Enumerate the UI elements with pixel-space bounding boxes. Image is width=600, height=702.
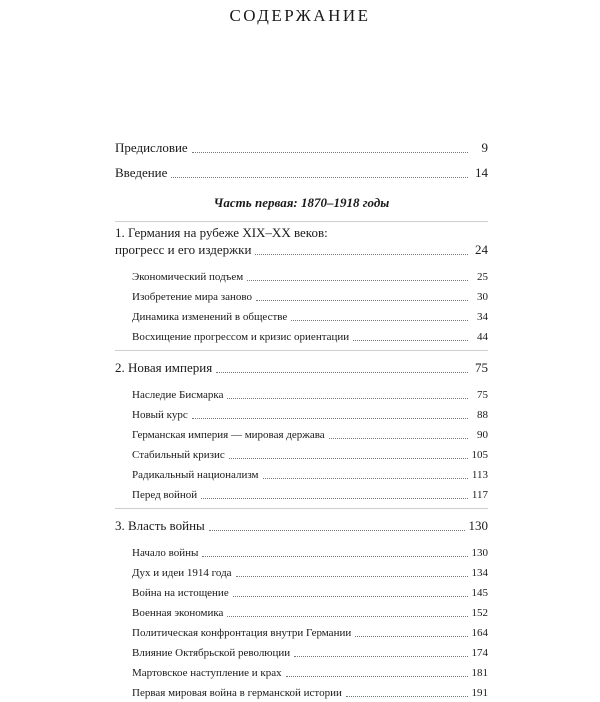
section-page: 181 xyxy=(471,667,488,679)
toc-section[interactable] xyxy=(115,560,488,580)
section-page: 117 xyxy=(471,489,488,501)
chapter-title-line2: прогресс и его издержки xyxy=(115,242,252,257)
dot-leader xyxy=(329,437,468,439)
section-label: Перед войной xyxy=(132,489,198,501)
toc-section[interactable] xyxy=(115,442,488,462)
dot-leader xyxy=(227,615,467,617)
section-label: Новый курс xyxy=(132,409,188,421)
section-page: 25 xyxy=(477,271,488,283)
section-label: Политическая конфронтация внутри Германии xyxy=(132,627,352,639)
section-label: Влияние Октябрьской революции xyxy=(132,647,291,659)
toc-section[interactable] xyxy=(115,422,488,442)
dot-leader xyxy=(255,253,468,255)
dot-leader xyxy=(202,555,467,557)
section-label: Военная экономика xyxy=(132,607,224,619)
section-page: 30 xyxy=(477,291,488,303)
dot-leader xyxy=(229,457,468,459)
section-page: 113 xyxy=(471,469,488,481)
section-page: 44 xyxy=(477,331,488,343)
toc-entry-page: 14 xyxy=(475,165,488,180)
toc-section[interactable] xyxy=(115,580,488,600)
dot-leader xyxy=(201,497,468,499)
section-page: 152 xyxy=(471,607,488,619)
dot-leader xyxy=(263,477,468,479)
table-of-contents xyxy=(115,131,488,702)
dot-leader xyxy=(171,176,468,178)
dot-leader xyxy=(353,339,468,341)
chapter-1 xyxy=(115,222,488,344)
section-label: Начало войны xyxy=(132,547,199,559)
dot-leader xyxy=(192,151,468,153)
section-page: 130 xyxy=(471,547,488,559)
dot-leader xyxy=(346,695,468,697)
section-label: Дух и идеи 1914 года xyxy=(132,567,232,579)
section-page: 105 xyxy=(471,449,488,461)
dot-leader xyxy=(256,299,468,301)
dot-leader xyxy=(286,675,468,677)
toc-section[interactable] xyxy=(115,462,488,482)
section-page: 88 xyxy=(477,409,488,421)
section-label: Экономический подъем xyxy=(132,271,244,283)
section-page: 75 xyxy=(477,389,488,401)
chapter-page: 75 xyxy=(475,360,488,375)
toc-entry-page: 9 xyxy=(481,140,488,155)
dot-leader xyxy=(216,371,468,373)
dot-leader xyxy=(247,279,468,281)
chapter-title: 3. Власть войны xyxy=(115,518,205,533)
section-page: 90 xyxy=(477,429,488,441)
section-page: 134 xyxy=(471,567,488,579)
section-label: Изобретение мира заново xyxy=(132,291,253,303)
section-label: Динамика изменений в обществе xyxy=(132,311,288,323)
chapter-title-entry[interactable] xyxy=(115,240,488,258)
toc-section[interactable] xyxy=(115,640,488,660)
toc-entry-introduction[interactable] xyxy=(115,156,488,181)
chapter-title-entry[interactable] xyxy=(115,351,488,376)
dot-leader xyxy=(227,397,468,399)
section-label: Германская империя — мировая держава xyxy=(132,429,325,441)
section-label: Радикальный национализм xyxy=(132,469,259,481)
toc-entry-preface[interactable] xyxy=(115,131,488,156)
toc-section[interactable] xyxy=(115,540,488,560)
section-label: Стабильный кризис xyxy=(132,449,225,461)
page-title: СОДЕРЖАНИЕ xyxy=(229,6,371,25)
section-label: Первая мировая война в германской истории xyxy=(132,687,342,699)
dot-leader xyxy=(294,655,467,657)
chapter-page: 24 xyxy=(475,242,488,257)
chapter-2 xyxy=(115,351,488,502)
section-label: Восхищение прогрессом и кризис ориентации xyxy=(132,331,350,343)
section-label: Война на истощение xyxy=(132,587,229,599)
dot-leader xyxy=(236,575,468,577)
section-page: 34 xyxy=(477,311,488,323)
toc-section[interactable] xyxy=(115,680,488,700)
dot-leader xyxy=(233,595,468,597)
chapter-title[interactable]: 1. Германия на рубеже XIX–XX веков: xyxy=(115,225,328,240)
chapter-title-entry[interactable] xyxy=(115,509,488,534)
section-page: 174 xyxy=(471,647,488,659)
toc-section[interactable] xyxy=(115,304,488,324)
toc-section[interactable] xyxy=(115,482,488,502)
chapter-title: 2. Новая империя xyxy=(115,360,213,375)
toc-section[interactable] xyxy=(115,660,488,680)
toc-section[interactable] xyxy=(115,264,488,284)
toc-entry-label: Введение xyxy=(115,165,168,180)
section-page: 191 xyxy=(471,687,488,699)
toc-section[interactable] xyxy=(115,382,488,402)
toc-section[interactable] xyxy=(115,402,488,422)
dot-leader xyxy=(192,417,468,419)
dot-leader xyxy=(291,319,468,321)
toc-section[interactable] xyxy=(115,620,488,640)
toc-section[interactable] xyxy=(115,600,488,620)
part-heading: Часть первая: 1870–1918 годы xyxy=(213,195,390,210)
section-label: Наследие Бисмарка xyxy=(132,389,224,401)
toc-entry-label: Предисловие xyxy=(115,140,188,155)
toc-section[interactable] xyxy=(115,324,488,344)
dot-leader xyxy=(209,529,465,531)
section-label: Мартовское наступление и крах xyxy=(132,667,282,679)
chapter-3 xyxy=(115,509,488,700)
dot-leader xyxy=(355,635,467,637)
section-page: 145 xyxy=(471,587,488,599)
toc-section[interactable] xyxy=(115,284,488,304)
section-page: 164 xyxy=(471,627,488,639)
chapter-page: 130 xyxy=(468,518,488,533)
